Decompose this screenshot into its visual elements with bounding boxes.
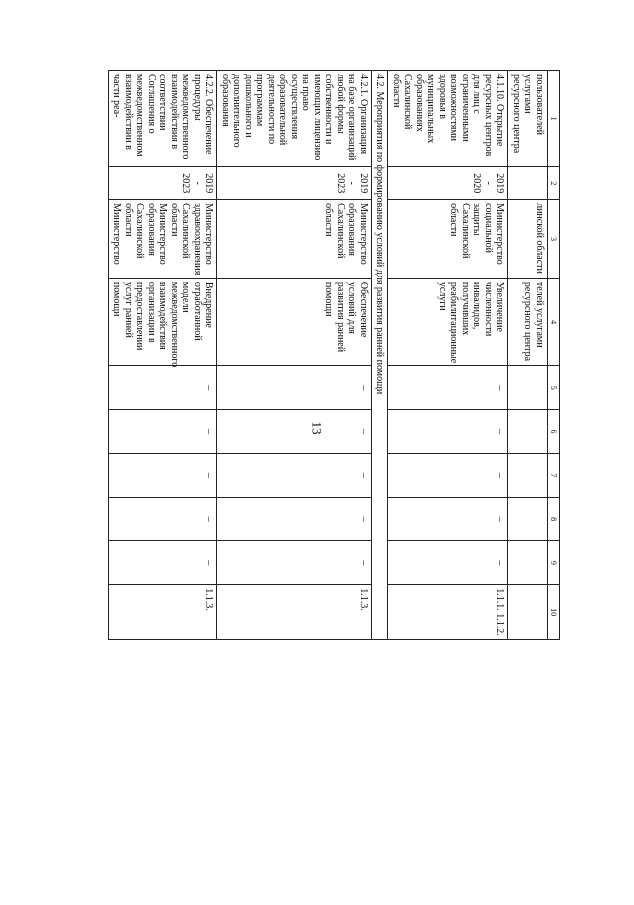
cell-value: – (388, 453, 508, 497)
cell-result: телей услугами ресурсного центра (508, 278, 548, 366)
cell-measure: 4.2.1. Организация на базе организаций любой формы собственности и имеющих лицензию на право осуществления образовательной деятельности по программам дошкольного и дополнительного образования (217, 71, 372, 167)
section-row (371, 71, 388, 640)
table-row (108, 71, 217, 640)
table-row (508, 71, 548, 640)
cell-value: – (108, 453, 217, 497)
cell-period (508, 167, 548, 200)
cell-indicator: 1.1.3. (217, 585, 372, 640)
cell-indicator: 1.1.1. 1.1.2. (388, 585, 508, 640)
col-header: 10 (547, 585, 559, 640)
cell-period: 2019 - 2023 (217, 167, 372, 200)
col-header: 3 (547, 200, 559, 279)
cell-value (508, 410, 548, 454)
cell-period: 2019 - 2023 (108, 167, 217, 200)
cell-value: – (388, 410, 508, 454)
cell-value: – (217, 541, 372, 585)
col-header: 5 (547, 366, 559, 410)
cell-value: – (388, 541, 508, 585)
header-row (547, 71, 559, 640)
cell-executor: Министерство здравоохранения Сахалинской области Министерство образования Сахалинской области Министерство (108, 200, 217, 279)
cell-executor: Министерство образования Сахалинской области (217, 200, 372, 279)
col-header: 7 (547, 453, 559, 497)
cell-indicator: 1.1.3. (108, 585, 217, 640)
rotated-table-wrapper (90, 70, 560, 640)
cell-measure: пользователей услугами ресурсного центра (508, 71, 548, 167)
cell-value: – (217, 497, 372, 541)
cell-value (508, 541, 548, 585)
cell-result: Внедрение отработанной модели межведомственного взаимодействия организации в предоставлении услуг ранней помощи (108, 278, 217, 366)
cell-indicator (508, 585, 548, 640)
col-header: 6 (547, 410, 559, 454)
cell-value: – (388, 497, 508, 541)
cell-executor: линской области (508, 200, 548, 279)
measures-table (108, 70, 560, 640)
table-row (217, 71, 372, 640)
cell-value: – (108, 541, 217, 585)
cell-value (508, 497, 548, 541)
col-header: 8 (547, 497, 559, 541)
col-header: 4 (547, 278, 559, 366)
cell-value: – (217, 453, 372, 497)
cell-result: Увеличение численности инвалидов, получивших реабилитационные услуги (388, 278, 508, 366)
col-header: 1 (547, 71, 559, 167)
cell-value: – (108, 366, 217, 410)
cell-value (508, 366, 548, 410)
col-header: 9 (547, 541, 559, 585)
cell-value: – (108, 497, 217, 541)
cell-value: – (217, 366, 372, 410)
cell-value (508, 453, 548, 497)
cell-value: – (108, 410, 217, 454)
cell-value: – (388, 366, 508, 410)
table-row (388, 71, 508, 640)
page-number: 13 (309, 421, 325, 435)
cell-result: Обеспечение условий для развития ранней помощи (217, 278, 372, 366)
cell-measure: 4.2.2. Обеспечение процедуры межведомственного взаимодействия в соответствии Соглашения о межведомственном взаимодействии в части реа- (108, 71, 217, 167)
section-title: 4.2. Мероприятия по формированию условий для развития ранней помощи (371, 71, 388, 640)
cell-executor: Министерство социальной защиты Сахалинской области (388, 200, 508, 279)
col-header: 2 (547, 167, 559, 200)
cell-value: – (217, 410, 372, 454)
cell-period: 2019 - 2020 (388, 167, 508, 200)
cell-measure: 4.1.10. Открытие ресурсных центров для лиц с ограниченными возможностями здоровья в муниципальных образованиях Сахалинской области (388, 71, 508, 167)
